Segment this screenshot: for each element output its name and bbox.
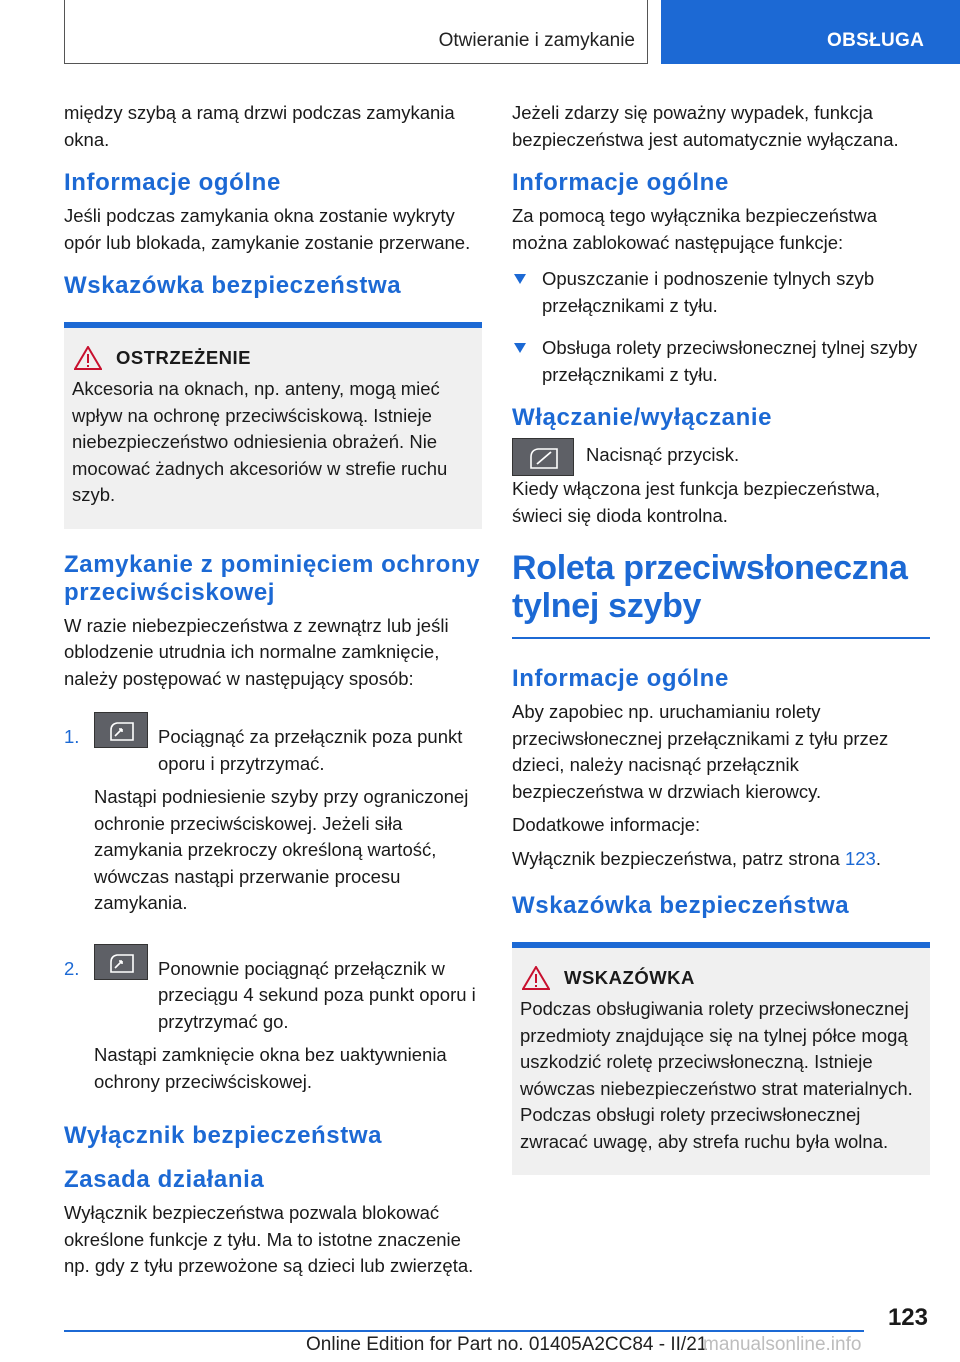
step-result: Nastąpi podniesienie szyby przy ograniczonej ochronie przeciwściskowej. Jeżeli siła zamykania przekroczy określoną wartość, wówczas nastąpi przerwanie procesu zamykania.	[94, 786, 469, 913]
intro-paragraph: między szybą a ramą drzwi podczas zamykania okna.	[64, 102, 455, 150]
step-result: Nastąpi zamknięcie okna bez uaktywnienia ochrony przeciwściskowej.	[94, 1044, 447, 1092]
notice-title: WSKAZÓWKA	[564, 967, 695, 988]
step-item	[64, 944, 482, 1103]
section-title: Otwieranie i zamykanie	[438, 30, 635, 51]
notice-box	[512, 942, 930, 1175]
left-column	[64, 100, 482, 1287]
onoff-heading: Włączanie/wyłączanie	[512, 404, 773, 431]
xref-page-link[interactable]: 123	[844, 847, 876, 869]
chapter-tab	[661, 0, 960, 64]
step-number: 2.	[64, 957, 80, 979]
window-switch-icon	[94, 944, 148, 980]
cross-reference	[512, 846, 930, 873]
chapter-divider	[512, 637, 930, 639]
switch-heading: Wyłącznik bezpieczeństwa	[64, 1122, 383, 1149]
list-item: Opuszczanie i podnoszenie tylnych szyb przełącznikami z tyłu.	[512, 266, 930, 319]
safety-heading: Wskazówka bezpieczeństwa	[512, 892, 850, 919]
xref-end: .	[875, 847, 881, 869]
step-text: Ponownie pociągnąć przełącznik w przeciągu 4 sekund poza punkt oporu i przytrzymać go.	[158, 957, 476, 1032]
info-paragraph: Za pomocą tego wyłącznika bezpieczeństwa można zablokować następujące funkcje:	[512, 205, 878, 253]
xref-text: Wyłącznik bezpieczeństwa, patrz strona	[512, 847, 840, 869]
principle-paragraph: Wyłącznik bezpieczeństwa pozwala blokować określone funkcje z tyłu. Ma to istotne znaczenie np. gdy z tyłu przewożone są dzieci lub zwierzęta.	[64, 1202, 474, 1276]
info2-heading: Informacje ogólne	[512, 665, 729, 692]
step-item	[64, 712, 482, 924]
warning-title: OSTRZEŻENIE	[116, 347, 252, 368]
safety-heading: Wskazówka bezpieczeństwa	[64, 272, 402, 299]
bypass-paragraph: W razie niebezpieczeństwa z zewnątrz lub jeśli oblodzenie utrudnia ich normalne zamknięcie, należy postępować w następujący sposób:	[64, 614, 449, 689]
info-heading: Informacje ogólne	[512, 169, 729, 196]
page-number: 123	[887, 1304, 928, 1331]
warning-triangle-icon	[74, 346, 102, 370]
step-text: Pociągnąć za przełącznik poza punkt oporu i przytrzymać.	[158, 726, 463, 774]
header-section-box	[64, 0, 648, 64]
function-list	[512, 266, 930, 388]
notice-text: Podczas obsługiwania rolety przeciwsłonecznej przedmioty znajdujące się na tylnej półce mogą uszkodzić roletę przeciwsłoneczną. Istnieje wówczas niebezpieczeństwo strat materialnych. Podczas obsługi rolety przeciwsłonecznej zwracać uwagę, aby strefa ruchu była wolna.	[520, 998, 913, 1152]
warning-box	[64, 322, 482, 529]
safety-switch-icon	[512, 438, 574, 476]
info-heading: Informacje ogólne	[64, 169, 281, 196]
watermark: manualsonline.info	[703, 1334, 862, 1355]
info2-paragraph: Aby zapobiec np. uruchamianiu rolety przeciwsłonecznej przełącznikami z tyłu przez dzieci, należy nacisnąć przełącznik bezpieczeństwa w drzwiach kierowcy.	[512, 701, 889, 802]
intro-paragraph: Jeżeli zdarzy się poważny wypadek, funkcja bezpieczeństwa jest automatycznie wyłączana.	[512, 102, 899, 150]
bypass-heading: Zamykanie z pominięciem ochrony przeciwściskowej	[64, 550, 481, 606]
step-number: 1.	[64, 726, 80, 747]
warning-triangle-icon	[522, 966, 550, 990]
principle-heading: Zasada działania	[64, 1166, 265, 1193]
led-paragraph: Kiedy włączona jest funkcja bezpieczeństwa, świeci się dioda kontrolna.	[512, 478, 881, 526]
chapter-tab-label: OBSŁUGA	[827, 30, 925, 51]
chapter-title: Roleta przeciwsłoneczna tylnej szyby	[512, 549, 908, 625]
right-column	[512, 100, 930, 1197]
press-instruction: Nacisnąć przycisk.	[586, 444, 740, 465]
extra-info-label: Dodatkowe informacje:	[512, 814, 701, 835]
info-paragraph: Jeśli podczas zamykania okna zostanie wykryty opór lub blokada, zamykanie zostanie przerwane.	[64, 205, 471, 253]
window-switch-icon	[94, 712, 148, 748]
warning-text: Akcesoria na oknach, np. anteny, mogą mieć wpływ na ochronę przeciwściskową. Istnieje niebezpieczeństwo odniesienia obrażeń. Nie mocować żadnych akcesoriów w strefie ruchu szyb.	[72, 378, 448, 505]
list-item: Obsługa rolety przeciwsłonecznej tylnej szyby przełącznikami z tyłu.	[512, 335, 930, 388]
edition-text: Online Edition for Part no. 01405A2CC84 - II/21	[306, 1334, 708, 1355]
footer-divider	[64, 1330, 864, 1332]
